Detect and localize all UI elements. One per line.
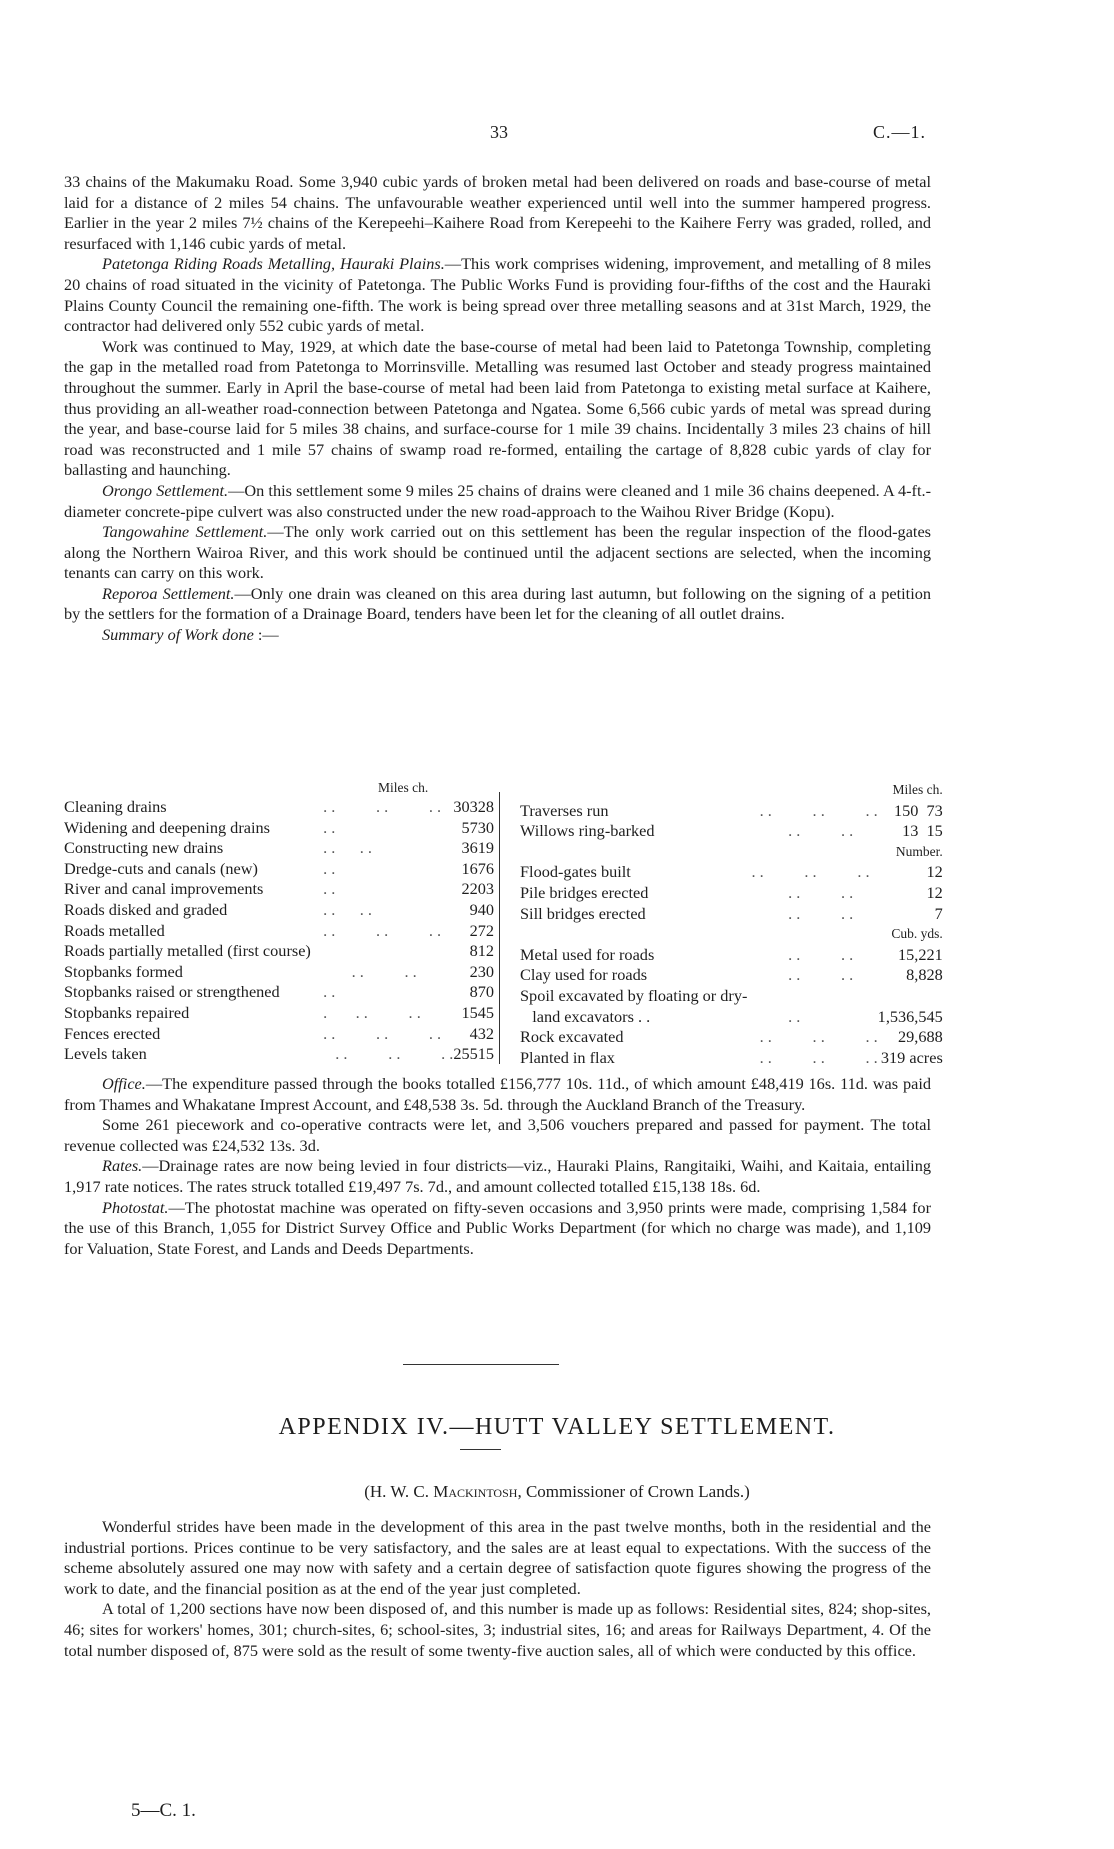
summary-right-row [520,821,943,842]
summary-left-leader: . . [310,982,336,1002]
summary-right-row [520,801,943,822]
summary-right-row [520,883,943,904]
summary-left-miles: 8 [469,982,478,1002]
page-number: 33 [490,122,508,142]
page-signature: 5—C. 1. [131,1800,196,1821]
summary-right-row [520,1007,943,1028]
paragraph-appendix-2: A total of 1,200 sections have now been disposed of, and this number is made up as follows: Residential sites, 824; shop-sites, 46; sites for workers' homes, 301; church-sites, 6; school-sites, 3; industrial sites, 16; and areas for Railways Department, 4. Of the total number disposed of, 875 were sold as the result of some twenty-five auction sales, all of which were conducted by this office. [64,1599,931,1660]
summary-left-leader: . . . . [310,899,372,919]
summary-right-leader: . . . . [747,944,854,964]
summary-left-miles: 15 [461,1002,478,1022]
summary-left-chains: 32 [477,1023,495,1043]
summary-left-label: Cleaning drains [64,797,167,816]
summary-right-row [520,945,943,966]
summary-right-value: 12 [926,862,943,882]
paragraph-tangowahine [64,522,931,584]
summary-left-miles: 2 [469,920,478,940]
summary-right-label: land excavators . . [520,1006,651,1026]
heading-office: Office. [102,1074,146,1093]
summary-left-leader: . . [310,858,336,878]
summary-right-leader: . . . . . . [747,862,870,882]
summary-heading [64,625,931,646]
summary-left-leader: . . . . [310,961,417,981]
summary-left-chains: 45 [477,1002,495,1022]
summary-right-value [878,986,943,1007]
body-text-middle [64,1074,931,1259]
paragraph-appendix-1: Wonderful strides have been made in the development of this area in the past twelve months, both in the residential and the industrial portions. Prices continue to be very satisfactory, and the sales are at least equal to expectations. With the success of the scheme absolutely assured one may now with safety and a certain degree of satisfaction quote figures showing the progress of the work to date, and the financial position as at the end of the year just completed. [64,1517,931,1598]
summary-right-label: Flood-gates built [520,862,631,882]
summary-right-leader [747,924,877,945]
summary-left-leader: . . . . . . [310,1023,442,1043]
summary-left-chains: 28 [477,797,495,816]
summary-right-row [520,842,943,863]
summary-table-left [64,797,494,1065]
summary-right-label [520,924,747,945]
summary-left-label: Roads disked and graded [64,899,228,919]
summary-left-leader: . . [310,879,336,899]
summary-left-unit-label: Miles ch. [378,780,429,795]
summary-left-row [64,1024,494,1045]
summary-left-row [64,982,494,1003]
summary-left-label: River and canal improvements [64,879,264,899]
summary-left-row [64,962,494,983]
summary-left-chains: 76 [477,858,495,878]
summary-left-row [64,859,494,880]
section-divider [403,1364,559,1365]
summary-right-value: 15,221 [898,944,943,964]
summary-right-label: Rock excavated [520,1027,624,1047]
summary-left-leader: . . . . . . [310,920,442,940]
summary-left-chains: 70 [477,982,495,1002]
summary-left-miles: 36 [461,838,478,858]
summary-right-value: 13 15 [902,821,943,841]
summary-right-value: 1,536,545 [877,1006,943,1026]
heading-orongo: Orongo Settlement. [102,480,229,500]
summary-left-miles: 9 [469,899,478,919]
title-underline [460,1449,501,1450]
summary-left-label: Constructing new drains [64,838,224,858]
paragraph-photostat [64,1198,931,1260]
summary-left-leader: . . [310,817,336,837]
paragraph-rates [64,1156,931,1197]
summary-right-value: 7 [934,903,943,923]
summary-left-miles: 2 [469,961,478,981]
summary-left-chains: 03 [477,879,495,899]
summary-left-label: Widening and deepening drains [64,817,270,837]
appendix-author [0,1482,1114,1502]
summary-left-chains: 30 [477,961,495,981]
summary-left-chains: 30 [477,817,495,837]
heading-photostat: Photostat. [102,1197,169,1217]
summary-right-leader: . . . . . . [747,1027,878,1047]
summary-right-leader [747,842,877,863]
summary-right-row [520,965,943,986]
paragraph-orongo [64,481,931,522]
summary-left-row [64,838,494,859]
summary-left-leader: . . . . . [310,1002,421,1022]
paragraph-makumaku: 33 chains of the Makumaku Road. Some 3,940 cubic yards of broken metal had been delivered on roads and base-course of metal laid for a distance of 2 miles 54 chains. The unfavourable weather experienced until well into the summer hampered progress. Earlier in the year 2 miles 7½ chains of the Kerepeehi–Kaihere Road from Kerepeehi to the Kaihere Ferry was graded, rolled, and resurfaced with 1,146 cubic yards of metal. [64,172,931,253]
summary-right-row [520,924,943,945]
summary-right-value: 29,688 [898,1027,943,1047]
summary-left-label: Stopbanks repaired [64,1002,190,1022]
report-reference: C.—1. [873,122,927,142]
summary-right-label: Pile bridges erected [520,882,649,902]
summary-right-label: Spoil excavated by floating or dry- [520,985,748,1005]
summary-right-label [520,780,747,801]
heading-tangowahine: Tangowahine Settlement. [102,522,268,542]
summary-left-label: Stopbanks raised or strengthened [64,982,280,1002]
summary-right-row [520,986,943,1007]
summary-right-row [520,1027,943,1048]
summary-right-label: Planted in flax [520,1047,615,1067]
paragraph-patetonga-continued: Work was continued to May, 1929, at which date the base-course of metal had been laid to Patetonga Township, completing the gap in the metalled road from Patetonga to Morrinsville. Metalling was resumed last October and steady progress maintained throughout the summer. Early in April the base-course of metal had been laid from Patetonga to existing metal surface at Kaihere, thus providing an all-weather road-connection between Patetonga and Ngatea. Some 6,566 cubic yards of metal was spread during the year, and base-course laid for 5 miles 38 chains, and surface-course for 1 mile 39 chains. Incidentally 3 miles 23 chains of hill road was reconstructed and 1 mile 57 chains of swamp road re-formed, entailing the cartage of 8,828 cubic yards of clay for ballasting and haunching. [64,336,931,480]
summary-right-leader [747,986,877,1007]
summary-left-leader: . . . . . . [310,1044,454,1064]
summary-right-label: Clay used for roads [520,965,648,985]
summary-right-value: 319 acres [880,1047,943,1067]
summary-left-leader: . . . . [310,838,372,858]
photostat-text: —The photostat machine was operated on fifty-seven occasions and 3,950 prints were made, comprising 1,584 for the use of this Branch, 1,055 for District Survey Office and Public Works Department (for which no charge was made), and 1,109 for Valuation, State Forest, and Lands and Deeds Departments. [64,1197,931,1258]
summary-right-label: Sill bridges erected [520,903,646,923]
summary-left-row [64,1003,494,1024]
office-text: —The expenditure passed through the books totalled £156,777 10s. 11d., of which amount £48,419 16s. 11d. was paid from Thames and Whakatane Imprest Account, and £48,538 3s. 5d. through the Auckland Branch of the Treasury. [64,1074,931,1114]
summary-right-row [520,862,943,883]
rates-text: —Drainage rates are now being levied in four districts—viz., Hauraki Plains, Rangitaiki, Waihi, and Kaitaia, entailing 1,917 rate notices. The rates struck totalled £19,497 7s. 7d., and amount collected totalled £15,138 18s. 6d. [64,1156,931,1196]
summary-right-value: Miles ch. [892,782,943,797]
summary-right-leader: . . . . . . [747,800,878,820]
paragraph-reporoa [64,584,931,625]
summary-left-miles: 22 [461,879,478,899]
summary-right-row [520,780,943,801]
summary-right-leader [747,780,877,801]
summary-right-leader: . . . . . . [747,1047,878,1067]
summary-left-leader: . . . . . . [310,797,442,816]
body-text-appendix [64,1517,931,1661]
summary-left-row [64,900,494,921]
summary-heading-text: Summary of Work done [102,625,254,645]
orongo-text: —On this settlement some 9 miles 25 chains of drains were cleaned and 1 mile 36 chains deepened. A 4-ft.-diameter concrete-pipe culvert was also constructed under the new road-approach to the Waihou River Bridge (Kopu). [64,480,931,521]
summary-left-miles: 255 [453,1044,478,1064]
summary-left-label: Stopbanks formed [64,961,183,981]
summary-left-miles: 16 [461,858,478,878]
summary-left-row [64,797,494,818]
tangowahine-text: —The only work carried out on this settlement has been the regular inspection of the flood-gates along the Northern Wairoa River, and this work should be continued until the adjacent sections are selected, when the incoming tenants can carry on this work. [64,522,932,583]
summary-right-label: Metal used for roads [520,944,655,964]
summary-right-leader: . . . . [747,821,854,841]
summary-right-value: Cub. yds. [891,926,943,942]
patetonga-text: —This work comprises widening, improvement, and metalling of 8 miles 20 chains of road situated in the vicinity of Patetonga. The Public Works Fund is providing four-fifths of the cost and the Hauraki Plains County Council the remaining one-fifth. The work is being spread over three metalling seasons and at 31st March, 1929, the contractor had delivered only 552 cubic yards of metal. [64,254,931,336]
summary-left-label: Fences erected [64,1023,161,1043]
author-close: , Commissioner of Crown Lands.) [517,1482,750,1501]
heading-reporoa: Reporoa Settlement. [102,583,235,603]
summary-left-leader [311,941,453,962]
summary-left-label: Roads metalled [64,920,165,940]
body-text-top [64,172,931,646]
summary-left-row [64,1044,494,1065]
summary-left-label: Levels taken [64,1044,147,1064]
summary-right-leader: . . . . [747,882,854,902]
paragraph-office [64,1074,931,1115]
summary-left-chains: 72 [477,920,495,940]
paragraph-patetonga [64,254,931,336]
summary-column-divider [499,792,500,1064]
summary-left-label: Roads partially metalled (first course) [64,941,311,961]
summary-left-row [64,941,494,962]
summary-right-leader: . . [747,1006,801,1026]
summary-right-row [520,904,943,925]
summary-right-value: 8,828 [906,965,943,985]
heading-patetonga: Patetonga Riding Roads Metalling, Hauraki Plains. [102,254,445,274]
paragraph-office-continued: Some 261 piecework and co-operative contracts were let, and 3,506 vouchers prepared and passed for payment. The total revenue collected was £24,532 13s. 3d. [64,1115,931,1155]
summary-left-miles: 8 [469,941,478,961]
summary-left-chains: 12 [477,941,495,961]
summary-right-value: 150 73 [893,800,943,820]
summary-left-row [64,879,494,900]
summary-left-label: Dredge-cuts and canals (new) [64,858,258,878]
summary-right-value: 12 [926,882,943,902]
summary-right-label: Willows ring-barked [520,821,655,841]
summary-left-miles: 4 [469,1023,478,1043]
author-open: (H. W. C. [364,1482,434,1501]
summary-left-miles: 57 [461,817,478,837]
summary-left-chains: 19 [477,838,495,858]
summary-right-label: Traverses run [520,800,609,820]
summary-left-row [64,818,494,839]
summary-left-chains: 40 [477,899,495,919]
summary-left-miles: 303 [453,797,478,816]
summary-left-row [64,921,494,942]
heading-rates: Rates. [102,1156,143,1176]
summary-right-label [520,842,747,863]
summary-right-row [520,1048,943,1069]
reporoa-text: —Only one drain was cleaned on this area during last autumn, but following on the signing of a petition by the settlers for the formation of a Drainage Board, tenders have been let for the cleaning of all outlet drains. [64,583,932,624]
summary-heading-suffix: :— [253,625,279,645]
summary-table-right [520,780,943,1068]
summary-right-value: Number. [895,843,943,859]
summary-left-chains: 15 [477,1044,495,1064]
author-name: Mackintosh [433,1482,518,1501]
summary-right-leader: . . . . [747,903,854,923]
appendix-title: APPENDIX IV.—HUTT VALLEY SETTLEMENT. [278,1414,836,1440]
summary-right-leader: . . . . [747,965,854,985]
